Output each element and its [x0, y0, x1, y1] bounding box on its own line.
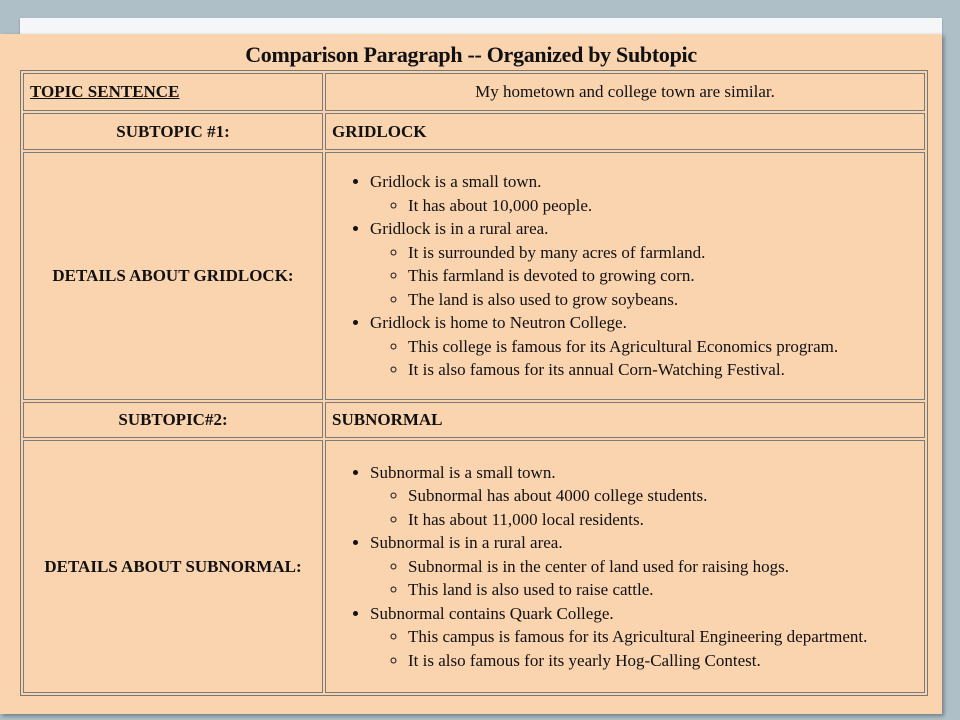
list-item: • Subnormal contains Quark College. ◦ This campus is famous for its Agricultural Engineering department. ◦ It is also famous for its yearly Hog-Calling Contest. [370, 602, 924, 673]
list-item: • Subnormal is in a rural area. ◦ Subnormal is in the center of land used for raising hogs. ◦ This land is also used to raise cattle. [370, 531, 924, 602]
list-item: ◦ It is also famous for its yearly Hog-Calling Contest. [408, 649, 924, 673]
details-1-cell [325, 152, 925, 400]
list-item: ◦ This farmland is devoted to growing corn. [408, 264, 924, 288]
list-item: ◦ It has about 11,000 local residents. [408, 508, 924, 532]
page-title: Comparison Paragraph -- Organized by Subtopic [245, 42, 697, 67]
subtopic-2-value: SUBNORMAL [325, 402, 925, 438]
list-item: • Gridlock is home to Neutron College. ◦ This college is famous for its Agricultural Economics program. ◦ It is also famous for its annual Corn-Watching Festival. [370, 311, 924, 382]
list-item: • Gridlock is a small town. ◦ It has about 10,000 people. [370, 170, 924, 217]
list-item: ◦ This land is also used to raise cattle. [408, 578, 924, 602]
table-row-subtopic-1 [23, 113, 925, 149]
list-item: ◦ It is also famous for its annual Corn-Watching Festival. [408, 358, 924, 382]
table-row-topic [23, 73, 925, 111]
list-item: ◦ Subnormal is in the center of land used for raising hogs. [408, 555, 924, 579]
subtopic-1-value: GRIDLOCK [325, 113, 925, 149]
details-2-label: DETAILS ABOUT SUBNORMAL: [23, 440, 323, 693]
list-item: • Gridlock is in a rural area. ◦ It is surrounded by many acres of farmland. ◦ This farmland is devoted to growing corn. ◦ The land is also used to grow soybeans. [370, 217, 924, 311]
details-2-list [326, 461, 924, 673]
details-2-cell [325, 440, 925, 693]
table-row-details-1 [23, 152, 925, 400]
list-item: ◦ This campus is famous for its Agricultural Engineering department. [408, 625, 924, 649]
list-item: • Subnormal is a small town. ◦ Subnormal has about 4000 college students. ◦ It has about 11,000 local residents. [370, 461, 924, 532]
table-row-details-2 [23, 440, 925, 693]
subtopic-1-label: SUBTOPIC #1: [23, 113, 323, 149]
list-item: ◦ The land is also used to grow soybeans. [408, 288, 924, 312]
details-1-list [326, 170, 924, 382]
table-row-subtopic-2 [23, 402, 925, 438]
topic-sentence-label: TOPIC SENTENCE [23, 73, 323, 111]
comparison-table [20, 70, 928, 696]
subtopic-2-label: SUBTOPIC#2: [23, 402, 323, 438]
topic-sentence-value: My hometown and college town are similar. [325, 73, 925, 111]
list-item: ◦ It is surrounded by many acres of farmland. [408, 241, 924, 265]
list-item: ◦ This college is famous for its Agricultural Economics program. [408, 335, 924, 359]
details-1-label: DETAILS ABOUT GRIDLOCK: [23, 152, 323, 400]
list-item: ◦ Subnormal has about 4000 college students. [408, 484, 924, 508]
list-item: ◦ It has about 10,000 people. [408, 194, 924, 218]
